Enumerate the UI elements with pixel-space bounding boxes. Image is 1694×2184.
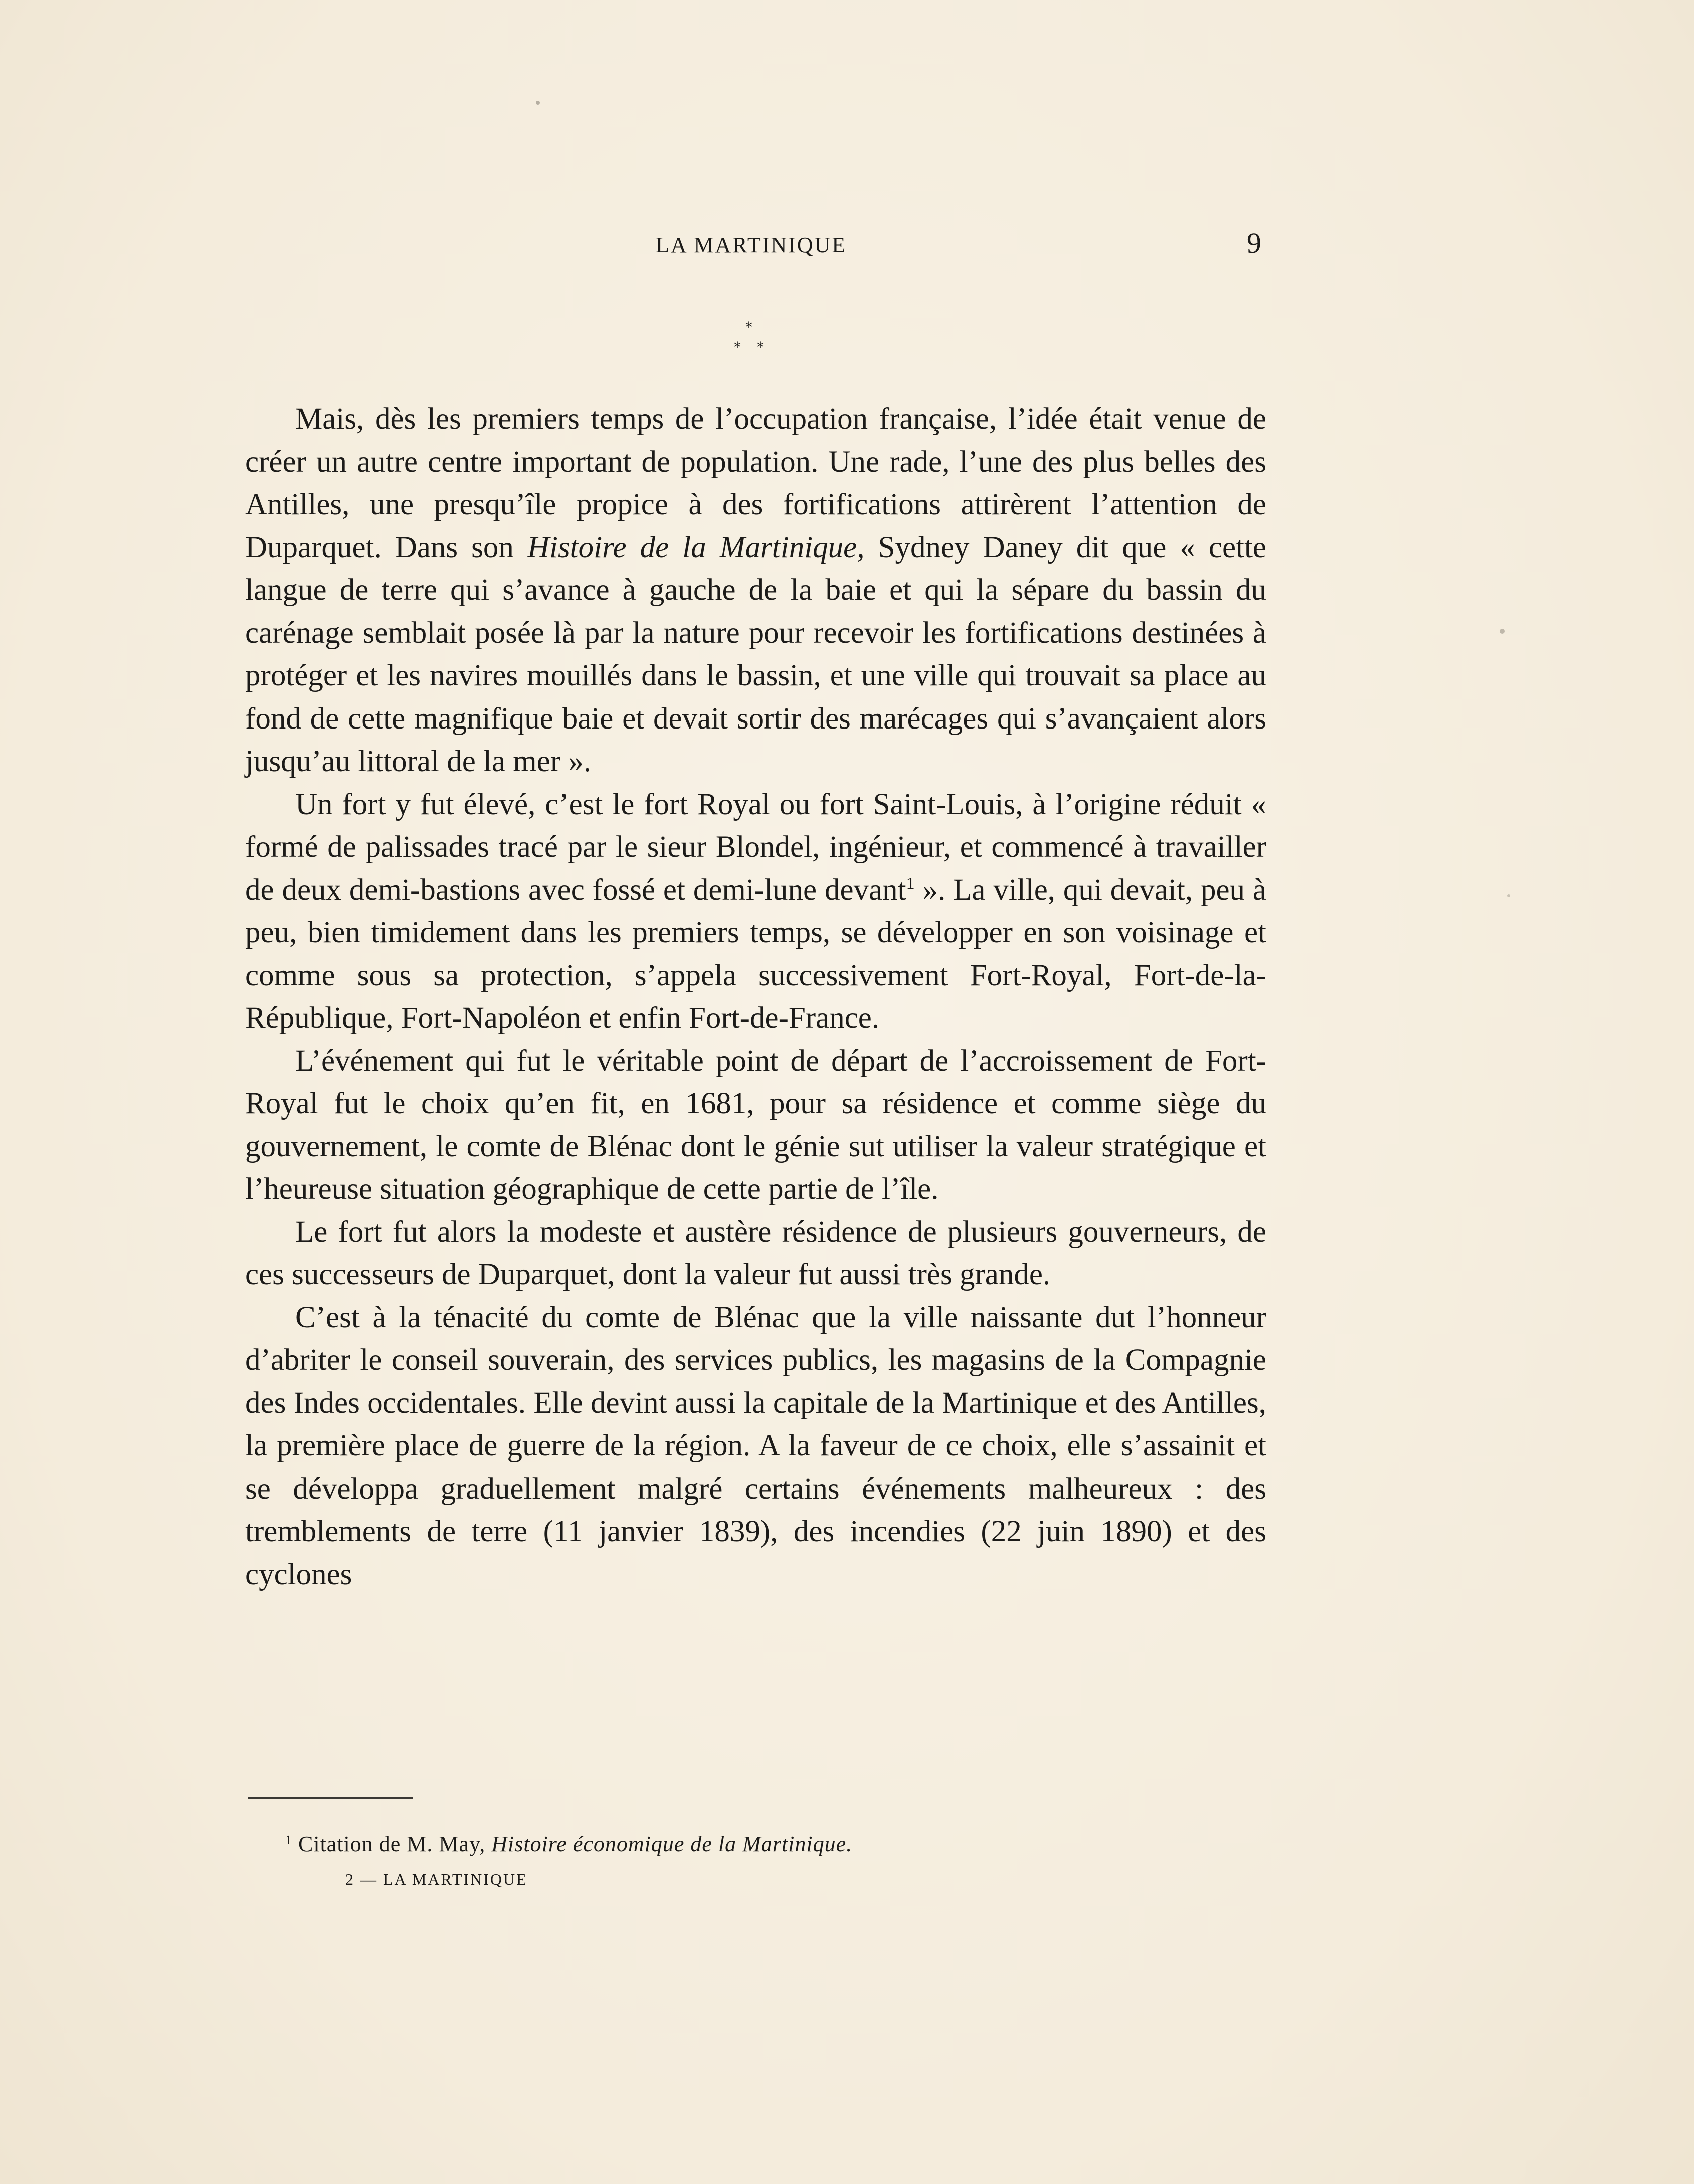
page-number: 9 xyxy=(1247,227,1261,259)
paragraph-text: ». La ville, qui devait, peu à peu, bien timidement dans les premiers temps, se développer en son voisinage et comme sous sa protection, s’appela successivement Fort-Royal, Fort-de-la-République, Fort-Napoléon et enfin Fort-de-France. xyxy=(245,873,1266,1035)
paragraph-text: Sydney Daney dit que « cette langue de terre qui s’avance à gauche de la baie et qui la sépare du bassin du carénage semblait posée là par la nature pour recevoir les fortifications destinées à protéger et les navires mouillés dans le bassin, et une ville qui trouvait sa place au fond de cette magnifique baie et devait sortir des marécages qui s’avançaient alors jusqu’au littoral de la mer ». xyxy=(245,530,1266,778)
footnote-marker: 1 xyxy=(285,1833,292,1847)
book-title: Histoire de la Martinique, xyxy=(527,530,865,564)
footnote-reference: 1 xyxy=(906,874,915,893)
asterism-star: * xyxy=(734,339,741,355)
asterism-star: * xyxy=(745,319,752,335)
running-title: LA MARTINIQUE xyxy=(656,233,847,257)
footnote-title: Histoire économique de la Martinique. xyxy=(491,1832,853,1856)
asterism-star: * xyxy=(757,339,764,355)
paragraph: L’événement qui fut le véritable point de départ de l’accroissement de Fort-Royal fut le choix qu’en fit, en 1681, pour sa résidence et comme siège du gouvernement, le comte de Blénac dont le génie sut utiliser la valeur stratégique et l’heureuse situation géographique de cette partie de l’île. xyxy=(245,1044,1266,1206)
paragraph-text: Un fort y fut élevé, c’est le fort Royal ou fort Saint-Louis, à l’origine réduit « formé de palissades tracé par le sieur Blondel, ingénieur, et commencé à travailler de deux demi-bastions avec fossé et demi-lune devant xyxy=(245,787,1266,907)
paragraph-text: Mais, dès les premiers temps de l’occupation française, l’idée était venue de créer un autre centre important de population. Une rade, l’une des plus belles des Antilles, une presqu’île propice à des fortifications attirèrent l’attention de Duparquet. Dans son xyxy=(245,402,1266,564)
paragraph: C’est à la ténacité du comte de Blénac que la ville naissante dut l’honneur d’abriter le conseil souverain, des services publics, les magasins de la Compagnie des Indes occidentales. Elle devint aussi la capitale de la Martinique et des Antilles, la première place de guerre de la région. A la faveur de ce choix, elle s’assainit et se développa graduellement malgré certains événements malheureux : des tremblements de terre (11 janvier 1839), des incendies (22 juin 1890) et des cyclones xyxy=(245,1300,1266,1591)
printer-signature: 2 — LA MARTINIQUE xyxy=(345,1870,528,1888)
paragraph: Le fort fut alors la modeste et austère résidence de plusieurs gouverneurs, de ces successeurs de Duparquet, dont la valeur fut aussi très grande. xyxy=(245,1215,1266,1291)
speck xyxy=(1500,629,1505,634)
footnote-text: Citation de M. May, xyxy=(292,1832,492,1856)
speck xyxy=(1507,894,1510,897)
speck xyxy=(536,101,540,105)
